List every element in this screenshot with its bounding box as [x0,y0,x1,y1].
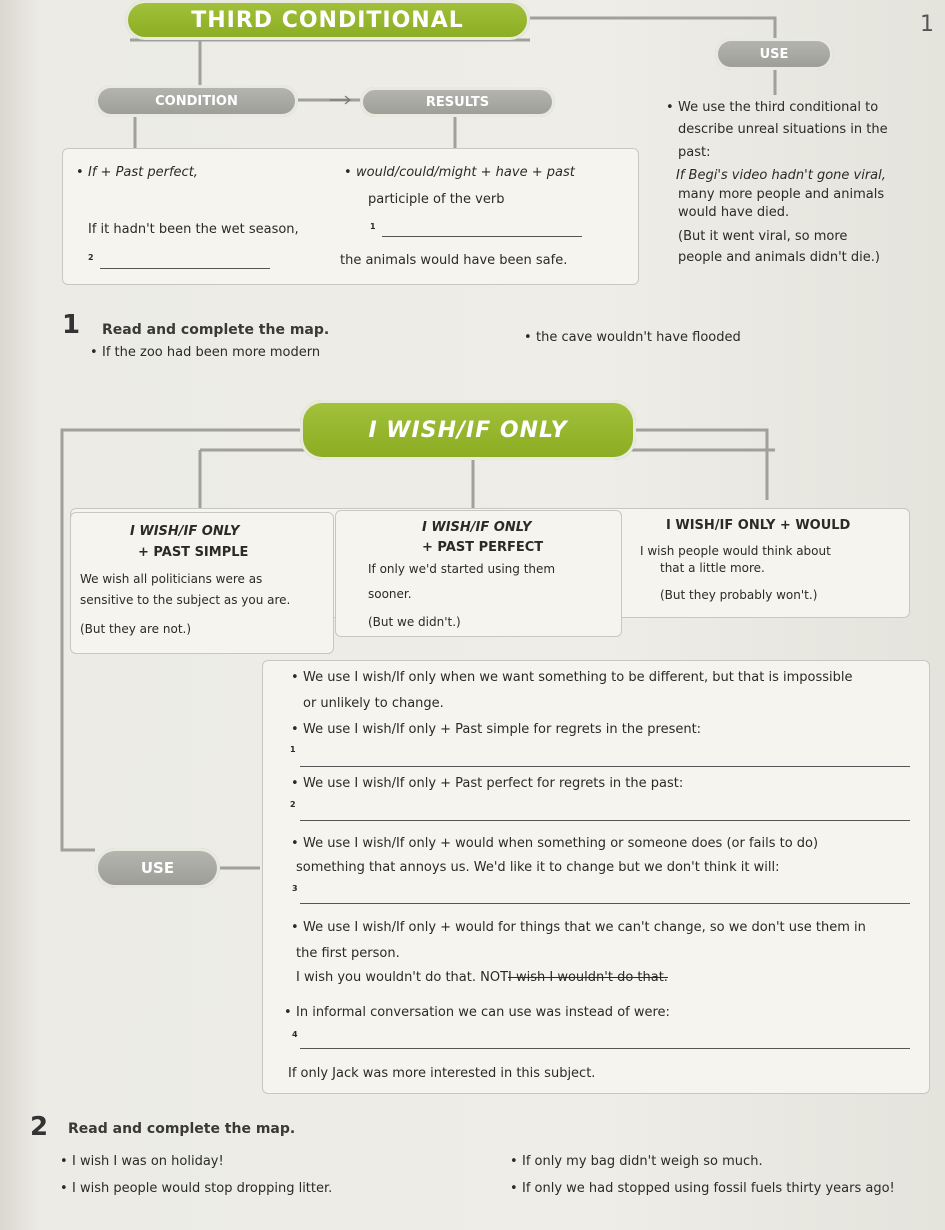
results-rule-1: • would/could/might + have + past [356,165,575,180]
col1-ex-2: sensitive to the subject as you are. [80,593,291,607]
wish-blank-2-number: 2 [290,800,296,809]
wish-use-1a: • We use I wish/If only when we want something to be different, but that is impossible [303,670,853,685]
blank-2-line [100,268,270,269]
col2-head-2: + PAST PERFECT [422,540,544,555]
wish-use-pill-text: USE [140,859,175,877]
wish-use-5c-text: I wish you wouldn't do that. NOT [296,970,509,985]
wish-use-5a: • We use I wish/If only + would for things that we can't change, so we don't use them in [303,920,866,935]
wish-use-5c-strike: I wish I wouldn't do that. [508,970,668,985]
wish-use-4b: something that annoys us. We'd like it to change but we don't think it will: [296,860,780,875]
exercise-1-instruction: Read and complete the map. [102,322,330,338]
wish-use-pill [95,848,220,888]
wish-blank-4-line [300,1048,910,1049]
condition-rule: • If + Past perfect, [88,165,198,180]
col2-note: (But we didn't.) [368,615,461,629]
page-number: 1 [920,12,934,37]
use-text-2: describe unreal situations in the [678,122,888,137]
wish-title-text: I WISH/IF ONLY [368,417,568,443]
use-example-2: many more people and animals [678,187,885,202]
exercise-2-number: 2 [30,1112,49,1142]
wish-use-3: • We use I wish/If only + Past perfect for regrets in the past: [303,776,683,791]
col3-note: (But they probably won't.) [660,588,818,602]
condition-pill-text: CONDITION [155,93,238,109]
exercise-1-number: 1 [62,310,81,340]
results-pill [360,87,555,117]
wish-use-1b: or unlikely to change. [303,696,444,711]
wish-use-6-example: If only Jack was more interested in this subject. [288,1066,596,1081]
third-conditional-title [125,0,530,40]
example-result: the animals would have been safe. [340,253,568,268]
blank-1-line [382,236,582,237]
use-text-3: past: [678,145,711,160]
use-note-1: (But it went viral, so more [678,229,848,244]
results-pill-text: RESULTS [425,94,490,110]
col3-ex-2: that a little more. [660,561,765,575]
use-pill-top-text: USE [759,46,789,62]
col3-ex-1: I wish people would think about [640,544,831,558]
wish-use-6: • In informal conversation we can use was instead of were: [296,1005,670,1020]
use-example-3: would have died. [678,205,790,220]
col1-head-1: I WISH/IF ONLY [130,524,240,539]
use-pill-top [715,38,833,70]
wish-blank-1-number: 1 [290,745,296,754]
wish-blank-2-line [300,820,910,821]
wish-use-4a: • We use I wish/If only + would when something or someone does (or fails to do) [303,836,818,851]
exercise-1-item-b: • the cave wouldn't have flooded [536,330,741,345]
exercise-2-item-d: • If only we had stopped using fossil fuels thirty years ago! [522,1181,895,1196]
blank-1-number: 1 [370,222,376,231]
wish-blank-1-line [300,766,910,767]
col1-ex-1: We wish all politicians were as [80,572,263,586]
blank-2-number: 2 [88,253,94,262]
exercise-2-item-c: • I wish people would stop dropping litter. [72,1181,332,1196]
results-rule-2: participle of the verb [368,192,505,207]
example-condition: If it hadn't been the wet season, [88,222,299,237]
exercise-2-item-b: • If only my bag didn't weigh so much. [522,1154,763,1169]
exercise-2-instruction: Read and complete the map. [68,1121,296,1137]
wish-use-2: • We use I wish/If only + Past simple for regrets in the present: [303,722,701,737]
use-note-2: people and animals didn't die.) [678,250,880,265]
wish-use-5b: the first person. [296,946,400,961]
use-text-1: • We use the third conditional to [678,100,878,115]
exercise-1-item-a: • If the zoo had been more modern [102,345,320,360]
col2-ex-1: If only we'd started using them [368,562,556,576]
wish-blank-4-number: 4 [292,1030,298,1039]
col3-head: I WISH/IF ONLY + WOULD [666,518,851,533]
wish-blank-3-number: 3 [292,884,298,893]
wish-use-5c [296,970,668,985]
wish-blank-3-line [300,903,910,904]
col1-note: (But they are not.) [80,622,192,636]
col2-ex-2: sooner. [368,587,412,601]
third-conditional-title-text: THIRD CONDITIONAL [191,7,464,33]
wish-title [300,400,636,460]
col1-head-2: + PAST SIMPLE [138,545,249,560]
exercise-2-item-a: • I wish I was on holiday! [72,1154,224,1169]
col2-head-1: I WISH/IF ONLY [422,520,532,535]
condition-pill [95,85,298,117]
use-example-1: If Begi's video hadn't gone viral, [676,168,886,183]
